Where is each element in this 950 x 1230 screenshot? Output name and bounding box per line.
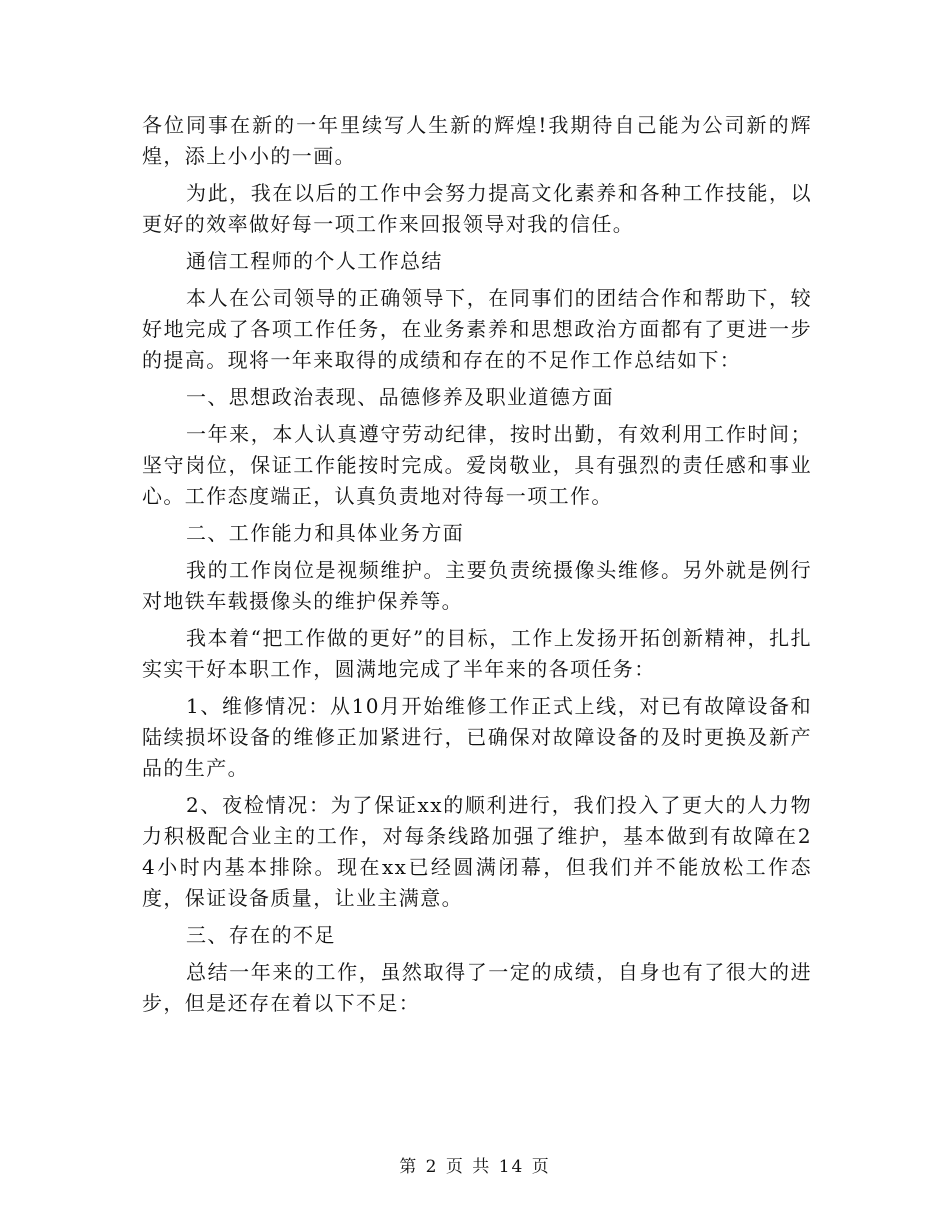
section-heading: 一、思想政治表现、品德修养及职业道德方面: [186, 385, 614, 409]
paragraph: 各位同事在新的一年里续写人生新的辉煌!我期待自己能为公司新的辉煌，添上小小的一画。: [142, 113, 812, 168]
paragraph: 本人在公司领导的正确领导下，在同事们的团结合作和帮助下，较好地完成了各项工作任务，在业务素养和思想政治方面都有了更进一步的提高。现将一年来取得的成绩和存在的不足作工作总结如下：: [142, 286, 812, 372]
section-title: 通信工程师的个人工作总结: [186, 249, 443, 273]
paragraph: 我本着“把工作做的更好”的目标，工作上发扬开拓创新精神，扎扎实实干好本职工作，圆满地完成了半年来的各项任务：: [142, 626, 812, 681]
paragraph: 我的工作岗位是视频维护。主要负责统摄像头维修。另外就是例行对地铁车载摄像头的维护保养等。: [142, 558, 812, 613]
paragraph: 一年来，本人认真遵守劳动纪律，按时出勤，有效利用工作时间；坚守岗位，保证工作能按时完成。爱岗敬业，具有强烈的责任感和事业心。工作态度端正，认真负责地对待每一项工作。: [142, 422, 812, 508]
page-number-footer: 第 2 页 共 14 页: [399, 1157, 551, 1177]
list-item: 1、维修情况：从10月开始维修工作正式上线，对已有故障设备和陆续损坏设备的维修正加紧进行，已确保对故障设备的及时更换及新产品的生产。: [142, 694, 812, 780]
paragraph: 为此，我在以后的工作中会努力提高文化素养和各种工作技能，以更好的效率做好每一项工作来回报领导对我的信任。: [142, 181, 812, 236]
section-heading: 二、工作能力和具体业务方面: [186, 521, 465, 545]
document-body: [142, 110, 812, 1025]
section-heading: 三、存在的不足: [186, 923, 336, 947]
list-item: 2、夜检情况：为了保证xx的顺利进行，我们投入了更大的人力物力积极配合业主的工作，对每条线路加强了维护，基本做到有故障在24小时内基本排除。现在xx已经圆满闭幕，但我们并不能放松工作态度，保证设备质量，让业主满意。: [142, 793, 812, 910]
paragraph: 总结一年来的工作，虽然取得了一定的成绩，自身也有了很大的进步，但是还存在着以下不足：: [142, 960, 812, 1015]
